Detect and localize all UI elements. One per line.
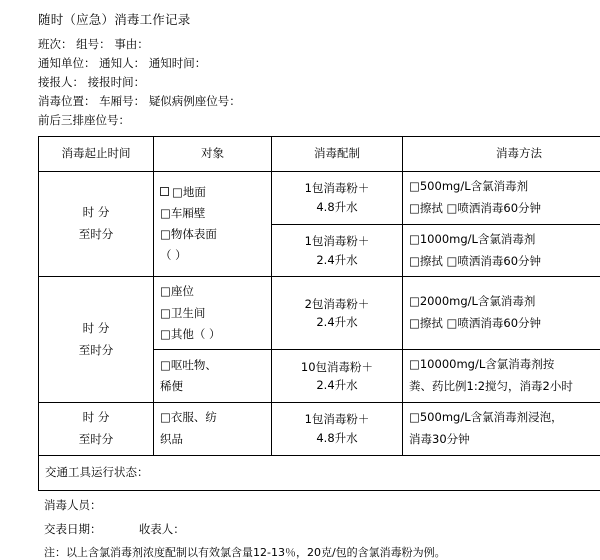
table-row (39, 172, 600, 225)
table-footer-row (39, 455, 600, 490)
cell-method-3 (403, 402, 600, 455)
prep-line: 1包消毒粉＋ (278, 232, 396, 250)
cell-method-1b (403, 224, 600, 277)
col-header-prep: 消毒配制 (272, 137, 403, 172)
field-notify-time: 通知时间： (149, 54, 207, 73)
field-shift: 班次： (38, 35, 73, 54)
method-line: □擦拭 □喷洒消毒60分钟 (409, 313, 600, 335)
footnote: 注：以上含氯消毒剂浓度配制以有效氯含量12-13％，20克/包的含氯消毒粉为例。 (38, 545, 582, 560)
header-row-4 (38, 92, 582, 111)
time-end-1: 至时分 (45, 224, 147, 246)
method-line: □1000mg/L含氯消毒剂 (409, 229, 600, 251)
header-row-1 (38, 35, 582, 54)
footer-personnel (38, 495, 582, 515)
table-header-row (39, 137, 600, 172)
field-submit-date: 交表日期： (44, 522, 102, 536)
field-notifier: 通知人： (99, 54, 145, 73)
object-item-blank: （ ） (160, 245, 265, 266)
cell-time-2 (39, 277, 154, 402)
field-group-no: 组号： (76, 35, 111, 54)
prep-line: 4.8升水 (278, 198, 396, 216)
object-item: □物体表面 (160, 224, 265, 245)
cell-method-2a (403, 277, 600, 350)
object-item: □呕吐物、 (160, 355, 265, 376)
page-title: 随时（应急）消毒工作记录 (38, 10, 582, 28)
object-item: □卫生间 (160, 303, 265, 324)
cell-method-2b (403, 350, 600, 403)
prep-line: 2.4升水 (278, 376, 396, 394)
object-item: □车厢壁 (160, 203, 265, 224)
col-header-object: 对象 (154, 137, 272, 172)
prep-line: 4.8升水 (278, 429, 396, 447)
field-receive-time: 接报时间： (88, 73, 146, 92)
field-disinfect-location: 消毒位置： (38, 92, 96, 111)
method-line: □擦拭 □喷洒消毒60分钟 (409, 251, 600, 273)
field-reason: 事由： (114, 35, 149, 54)
prep-line: 2包消毒粉＋ (278, 295, 396, 313)
prep-line: 1包消毒粉＋ (278, 410, 396, 428)
header-row-5 (38, 111, 582, 130)
field-suspect-seat-no: 疑似病例座位号： (149, 92, 241, 111)
prep-line: 10包消毒粉＋ (278, 358, 396, 376)
col-header-method: 消毒方法 (403, 137, 600, 172)
object-item: □衣服、纺 (160, 407, 265, 428)
cell-prep-2a (272, 277, 403, 350)
col-header-time: 消毒起止时间 (39, 137, 154, 172)
cell-prep-1b (272, 224, 403, 277)
field-nearby-seats: 前后三排座位号： (38, 111, 130, 130)
time-start-3: 时 分 (45, 407, 147, 429)
time-start-2: 时 分 (45, 318, 147, 340)
cell-time-1 (39, 172, 154, 277)
field-disinfect-personnel: 消毒人员： (44, 498, 102, 512)
field-receiver-person: 收表人： (139, 522, 185, 536)
field-receiver: 接报人： (38, 73, 84, 92)
footer-submit (38, 519, 582, 539)
method-line: □500mg/L含氯消毒剂 (409, 176, 600, 198)
time-end-2: 至时分 (45, 340, 147, 362)
method-line: □2000mg/L含氯消毒剂 (409, 291, 600, 313)
object-item: □其他（ ） (160, 324, 265, 345)
cell-prep-3 (272, 402, 403, 455)
object-item: □地面 (160, 182, 265, 203)
field-carriage-no: 车厢号： (99, 92, 145, 111)
cell-method-1a (403, 172, 600, 225)
time-start-1: 时 分 (45, 202, 147, 224)
cell-object-2a (154, 277, 272, 350)
object-item: 稀便 (160, 376, 265, 397)
cell-time-3 (39, 402, 154, 455)
table-row (39, 402, 600, 455)
prep-line: 2.4升水 (278, 313, 396, 331)
cell-object-3 (154, 402, 272, 455)
object-item: 织品 (160, 429, 265, 450)
method-line: □10000mg/L含氯消毒剂按 (409, 354, 600, 376)
prep-line: 1包消毒粉＋ (278, 179, 396, 197)
method-line: □500mg/L含氯消毒剂浸泡， (409, 407, 600, 429)
object-item: □座位 (160, 281, 265, 302)
prep-line: 2.4升水 (278, 251, 396, 269)
table-row (39, 277, 600, 350)
method-line: 消毒30分钟 (409, 429, 600, 451)
cell-prep-1a (272, 172, 403, 225)
cell-object-1 (154, 172, 272, 277)
header-row-3 (38, 73, 582, 92)
header-row-2 (38, 54, 582, 73)
field-notify-unit: 通知单位： (38, 54, 96, 73)
time-end-3: 至时分 (45, 429, 147, 451)
disinfection-record-table (38, 136, 600, 491)
method-line: 粪、药比例1:2搅匀，消毒2小时 (409, 376, 600, 398)
cell-object-2b (154, 350, 272, 403)
cell-vehicle-status: 交通工具运行状态： (39, 455, 600, 490)
cell-prep-2b (272, 350, 403, 403)
method-line: □擦拭 □喷洒消毒60分钟 (409, 198, 600, 220)
